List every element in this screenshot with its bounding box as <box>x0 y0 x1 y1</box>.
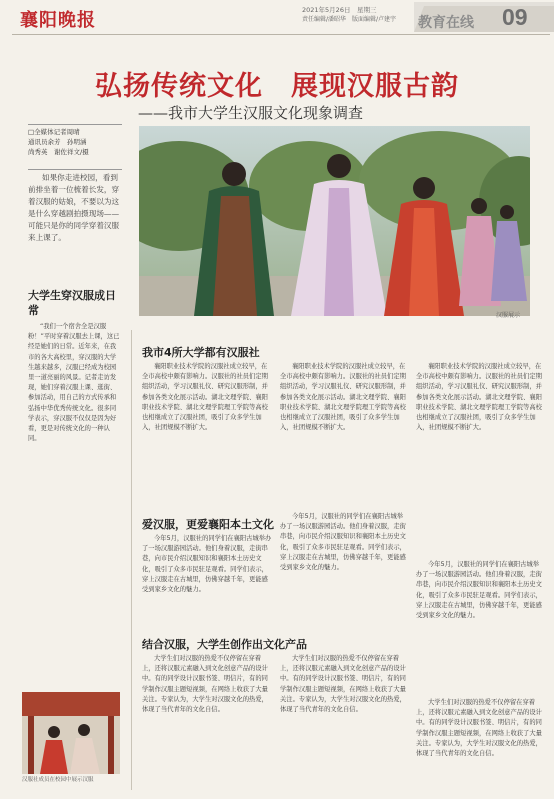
section-title: 教育在线 <box>418 15 474 31</box>
article-subtitle: ——我市大学生汉服文化现象调查 <box>138 104 364 122</box>
header-rule <box>12 34 550 35</box>
masthead: 襄阳晚报 <box>20 10 96 31</box>
section-body-continued: 大学生们对汉服的热爱不仅停留在穿着上，还将汉服元素融入到文化创意产品的设计中。有的同学设计汉服书签、明信片，有的同学制作汉服主题短视频，在网络上收获了大量关注。专家认为，大学生对汉服文化的热爱，体现了当代青年的文化自信。 <box>280 655 406 714</box>
section-body: 大学生们对汉服的热爱不仅停留在穿着上，还将汉服元素融入到文化创意产品的设计中。有的同学设计汉服书签、明信片，有的同学制作汉服主题短视频，在网络上收获了大量关注。专家认为，大学生对汉服文化的热爱，体现了当代青年的文化自信。 <box>142 655 268 714</box>
intro-paragraph: 如果你走进校园，看到前排坐着一位梳着长发，穿着汉服的姑娘，不要以为这是什么穿越剧拍摄现场——可能只是你的同学穿着汉服来上课了。 <box>28 173 120 242</box>
section-heading: 大学生穿汉服成日常 <box>28 289 116 317</box>
bottom-photo-caption: 汉服社成员在校园中展示汉服 <box>22 777 94 783</box>
editors-line: 责任编辑/潘昭华 版面编辑/卢建宇 <box>302 16 397 23</box>
section-body: “我们一个宿舍全是汉服粉！”平时穿着汉服去上课，这已经是她们的日常。近年来，在我市的各大高校里，穿汉服的大学生越来越多，汉服已经成为校园里一道亮丽的风景。记者走访发现，她们穿着汉服上课、逛街、参加活动，用自己的方式传承和弘扬中华优秀传统文化。很多同学表示，穿汉服不仅仅是因为好看，更是对传统文化的一种认同。 <box>28 323 120 443</box>
hanfu-photo <box>139 126 530 316</box>
byline-line: □全媒体记者周晴 <box>28 128 80 136</box>
section-body-continued: 大学生们对汉服的热爱不仅停留在穿着上，还将汉服元素融入到文化创意产品的设计中。有的同学设计汉服书签、明信片，有的同学制作汉服主题短视频，在网络上收获了大量关注。专家认为，大学生对汉服文化的热爱，体现了当代青年的文化自信。 <box>416 699 542 758</box>
photo-caption: 汉服展示 <box>496 312 521 319</box>
section-heading: 爱汉服，更爱襄阳本土文化 <box>142 518 274 531</box>
byline-line: 通讯员余芳 孙明涵 <box>28 138 87 146</box>
section-heading: 结合汉服，大学生创作出文化产品 <box>142 638 307 651</box>
section-body: 今年5月，汉服社的同学们在襄阳古城举办了一场汉服游园活动。他们身着汉服，走街串巷，向市民介绍汉服知识和襄阳本土历史文化，吸引了众多市民驻足观看。同学们表示，穿上汉服走在古城里，仿佛穿越千年，更能感受到家乡文化的魅力。 <box>142 535 272 594</box>
page-number: 09 <box>502 4 528 30</box>
byline-line: 尚秀英 谢佐祥文/摄 <box>28 148 89 156</box>
column-rule <box>131 330 132 790</box>
campus-photo <box>22 692 120 774</box>
section-body-continued: 今年5月，汉服社的同学们在襄阳古城举办了一场汉服游园活动。他们身着汉服，走街串巷，向市民介绍汉服知识和襄阳本土历史文化，吸引了众多市民驻足观看。同学们表示，穿上汉服走在古城里，仿佛穿越千年，更能感受到家乡文化的魅力。 <box>416 561 542 620</box>
section-body-continued: 今年5月，汉服社的同学们在襄阳古城举办了一场汉服游园活动。他们身着汉服，走街串巷，向市民介绍汉服知识和襄阳本土历史文化，吸引了众多市民驻足观看。同学们表示，穿上汉服走在古城里，仿佛穿越千年，更能感受到家乡文化的魅力。 <box>280 513 406 572</box>
byline <box>28 124 122 170</box>
issue-date: 2021年5月26日 星期三 <box>302 6 377 14</box>
section-body-continued: 襄阳职业技术学院的汉服社成立较早，在全市高校中颇有影响力。汉服社的社员们定期组织活动，学习汉服礼仪、研究汉服形制，并参加各类文化展示活动。湖北文理学院、襄阳职业技术学院、湖北文理学院理工学院等高校也相继成立了汉服社团，吸引了众多学生加入，社团规模不断扩大。 <box>416 363 542 432</box>
article-title: 弘扬传统文化 展现汉服古韵 <box>95 71 459 102</box>
section-body-continued: 襄阳职业技术学院的汉服社成立较早，在全市高校中颇有影响力。汉服社的社员们定期组织活动，学习汉服礼仪、研究汉服形制，并参加各类文化展示活动。湖北文理学院、襄阳职业技术学院、湖北文理学院理工学院等高校也相继成立了汉服社团，吸引了众多学生加入，社团规模不断扩大。 <box>280 363 406 432</box>
section-heading: 我市4所大学都有汉服社 <box>142 346 260 359</box>
section-body: 襄阳职业技术学院的汉服社成立较早，在全市高校中颇有影响力。汉服社的社员们定期组织活动，学习汉服礼仪、研究汉服形制，并参加各类文化展示活动。湖北文理学院、襄阳职业技术学院、湖北文理学院理工学院等高校也相继成立了汉服社团，吸引了众多学生加入，社团规模不断扩大。 <box>142 363 268 432</box>
